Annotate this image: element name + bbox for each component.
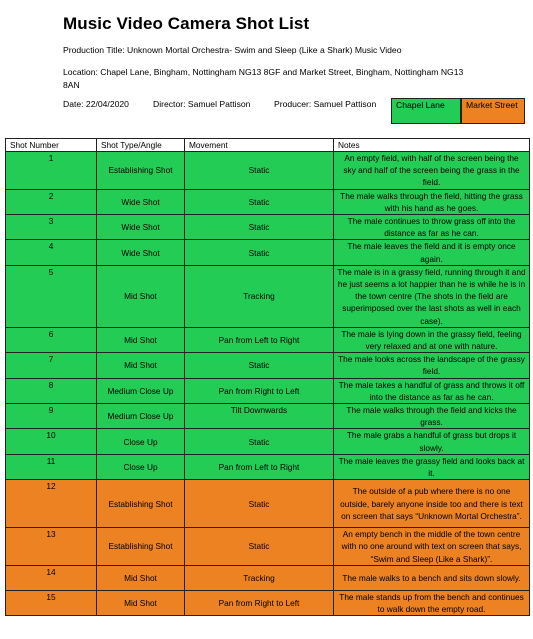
movement-cell: Static — [185, 152, 334, 190]
movement-cell: Pan from Left to Right — [185, 454, 334, 479]
table-row — [6, 454, 530, 479]
shot-type-cell: Close Up — [97, 454, 185, 479]
shot-type-cell: Mid Shot — [97, 327, 185, 352]
shot-number-cell: 8 — [6, 378, 97, 403]
movement-cell: Tracking — [185, 265, 334, 327]
shot-type-cell: Wide Shot — [97, 215, 185, 240]
shot-type-cell: Establishing Shot — [97, 528, 185, 566]
shot-number-cell: 7 — [6, 353, 97, 378]
shot-type-cell: Medium Close Up — [97, 404, 185, 429]
movement-cell: Tilt Downwards — [185, 404, 334, 429]
notes-cell: An empty field, with half of the screen being the sky and half of the screen being the grass in the field. — [334, 152, 530, 190]
shot-type-cell: Close Up — [97, 429, 185, 454]
notes-cell: The male takes a handful of grass and throws it off into the distance as far as he can. — [334, 378, 530, 403]
shot-number-cell: 1 — [6, 152, 97, 190]
date-text: Date: 22/04/2020 — [63, 99, 129, 109]
movement-cell: Pan from Left to Right — [185, 327, 334, 352]
shot-type-cell: Mid Shot — [97, 265, 185, 327]
notes-cell: The male stands up from the bench and continues to walk down the empty road. — [334, 590, 530, 615]
movement-cell: Static — [185, 528, 334, 566]
shot-number-cell: 5 — [6, 265, 97, 327]
shot-type-cell: Establishing Shot — [97, 152, 185, 190]
table-row — [6, 404, 530, 429]
shot-number-cell: 10 — [6, 429, 97, 454]
movement-cell: Pan from Right to Left — [185, 590, 334, 615]
table-row — [6, 353, 530, 378]
table-row — [6, 152, 530, 190]
movement-cell: Static — [185, 215, 334, 240]
table-row — [6, 215, 530, 240]
header-shot-type: Shot Type/Angle — [97, 139, 185, 152]
shot-number-cell: 4 — [6, 240, 97, 265]
shot-number-cell: 12 — [6, 480, 97, 528]
table-row — [6, 240, 530, 265]
notes-cell: The male walks to a bench and sits down slowly. — [334, 565, 530, 590]
movement-cell: Tracking — [185, 565, 334, 590]
shot-number-cell: 11 — [6, 454, 97, 479]
notes-cell: The male is in a grassy field, running through it and he just seems a lot happier than he is while he is in the town centre (The shots in the field are superimposed over the last shots as well in each case). — [334, 265, 530, 327]
table-row — [6, 265, 530, 327]
shot-type-cell: Mid Shot — [97, 353, 185, 378]
table-row — [6, 429, 530, 454]
shot-type-cell: Medium Close Up — [97, 378, 185, 403]
shot-number-cell: 2 — [6, 189, 97, 214]
notes-cell: The outside of a pub where there is no one outside, barely anyone inside too and there is text on screen that says “Unknown Mortal Orchestra”. — [334, 480, 530, 528]
notes-cell: The male walks through the field and kicks the grass. — [334, 404, 530, 429]
table-row — [6, 590, 530, 615]
shot-number-cell: 13 — [6, 528, 97, 566]
notes-cell: The male grabs a handful of grass but drops it slowly. — [334, 429, 530, 454]
shot-type-cell: Establishing Shot — [97, 480, 185, 528]
movement-cell: Static — [185, 189, 334, 214]
shot-number-cell: 15 — [6, 590, 97, 615]
document-title: Music Video Camera Shot List — [63, 14, 310, 33]
movement-cell: Static — [185, 240, 334, 265]
notes-cell: The male leaves the grassy field and looks back at it. — [334, 454, 530, 479]
notes-cell: The male continues to throw grass off into the distance as far as he can. — [334, 215, 530, 240]
shot-type-cell: Wide Shot — [97, 240, 185, 265]
header-shot-number: Shot Number — [6, 139, 97, 152]
table-row — [6, 480, 530, 528]
table-row — [6, 528, 530, 566]
director-text: Director: Samuel Pattison — [153, 99, 251, 109]
table-row — [6, 378, 530, 403]
table-row — [6, 327, 530, 352]
shot-type-cell: Mid Shot — [97, 565, 185, 590]
legend-market-street: Market Street — [461, 98, 525, 124]
shot-number-cell: 3 — [6, 215, 97, 240]
location-text: Location: Chapel Lane, Bingham, Nottingham NG13 8GF and Market Street, Bingham, Nottingham NG13 8AN — [63, 67, 464, 90]
movement-cell: Pan from Right to Left — [185, 378, 334, 403]
shot-number-cell: 9 — [6, 404, 97, 429]
shot-type-cell: Wide Shot — [97, 189, 185, 214]
table-header-row — [6, 139, 530, 152]
table-row — [6, 565, 530, 590]
production-title: Production Title: Unknown Mortal Orchestra- Swim and Sleep (Like a Shark) Music Video — [63, 45, 402, 55]
shot-type-cell: Mid Shot — [97, 590, 185, 615]
movement-cell: Static — [185, 429, 334, 454]
notes-cell: The male is lying down in the grassy field, feeling very relaxed and at one with nature. — [334, 327, 530, 352]
shot-number-cell: 6 — [6, 327, 97, 352]
movement-cell: Static — [185, 353, 334, 378]
header-notes: Notes — [334, 139, 530, 152]
shot-number-cell: 14 — [6, 565, 97, 590]
legend-chapel-lane: Chapel Lane — [391, 98, 461, 124]
movement-cell: Static — [185, 480, 334, 528]
header-movement: Movement — [185, 139, 334, 152]
notes-cell: An empty bench in the middle of the town centre with no one around with text on screen that says, “Swim and Sleep (Like a Shark)”. — [334, 528, 530, 566]
table-row — [6, 189, 530, 214]
notes-cell: The male looks across the landscape of the grassy field. — [334, 353, 530, 378]
producer-text: Producer: Samuel Pattison — [274, 99, 377, 109]
notes-cell: The male leaves the field and it is empty once again. — [334, 240, 530, 265]
notes-cell: The male walks through the field, hitting the grass with his hand as he goes. — [334, 189, 530, 214]
shot-list-table — [5, 138, 530, 616]
